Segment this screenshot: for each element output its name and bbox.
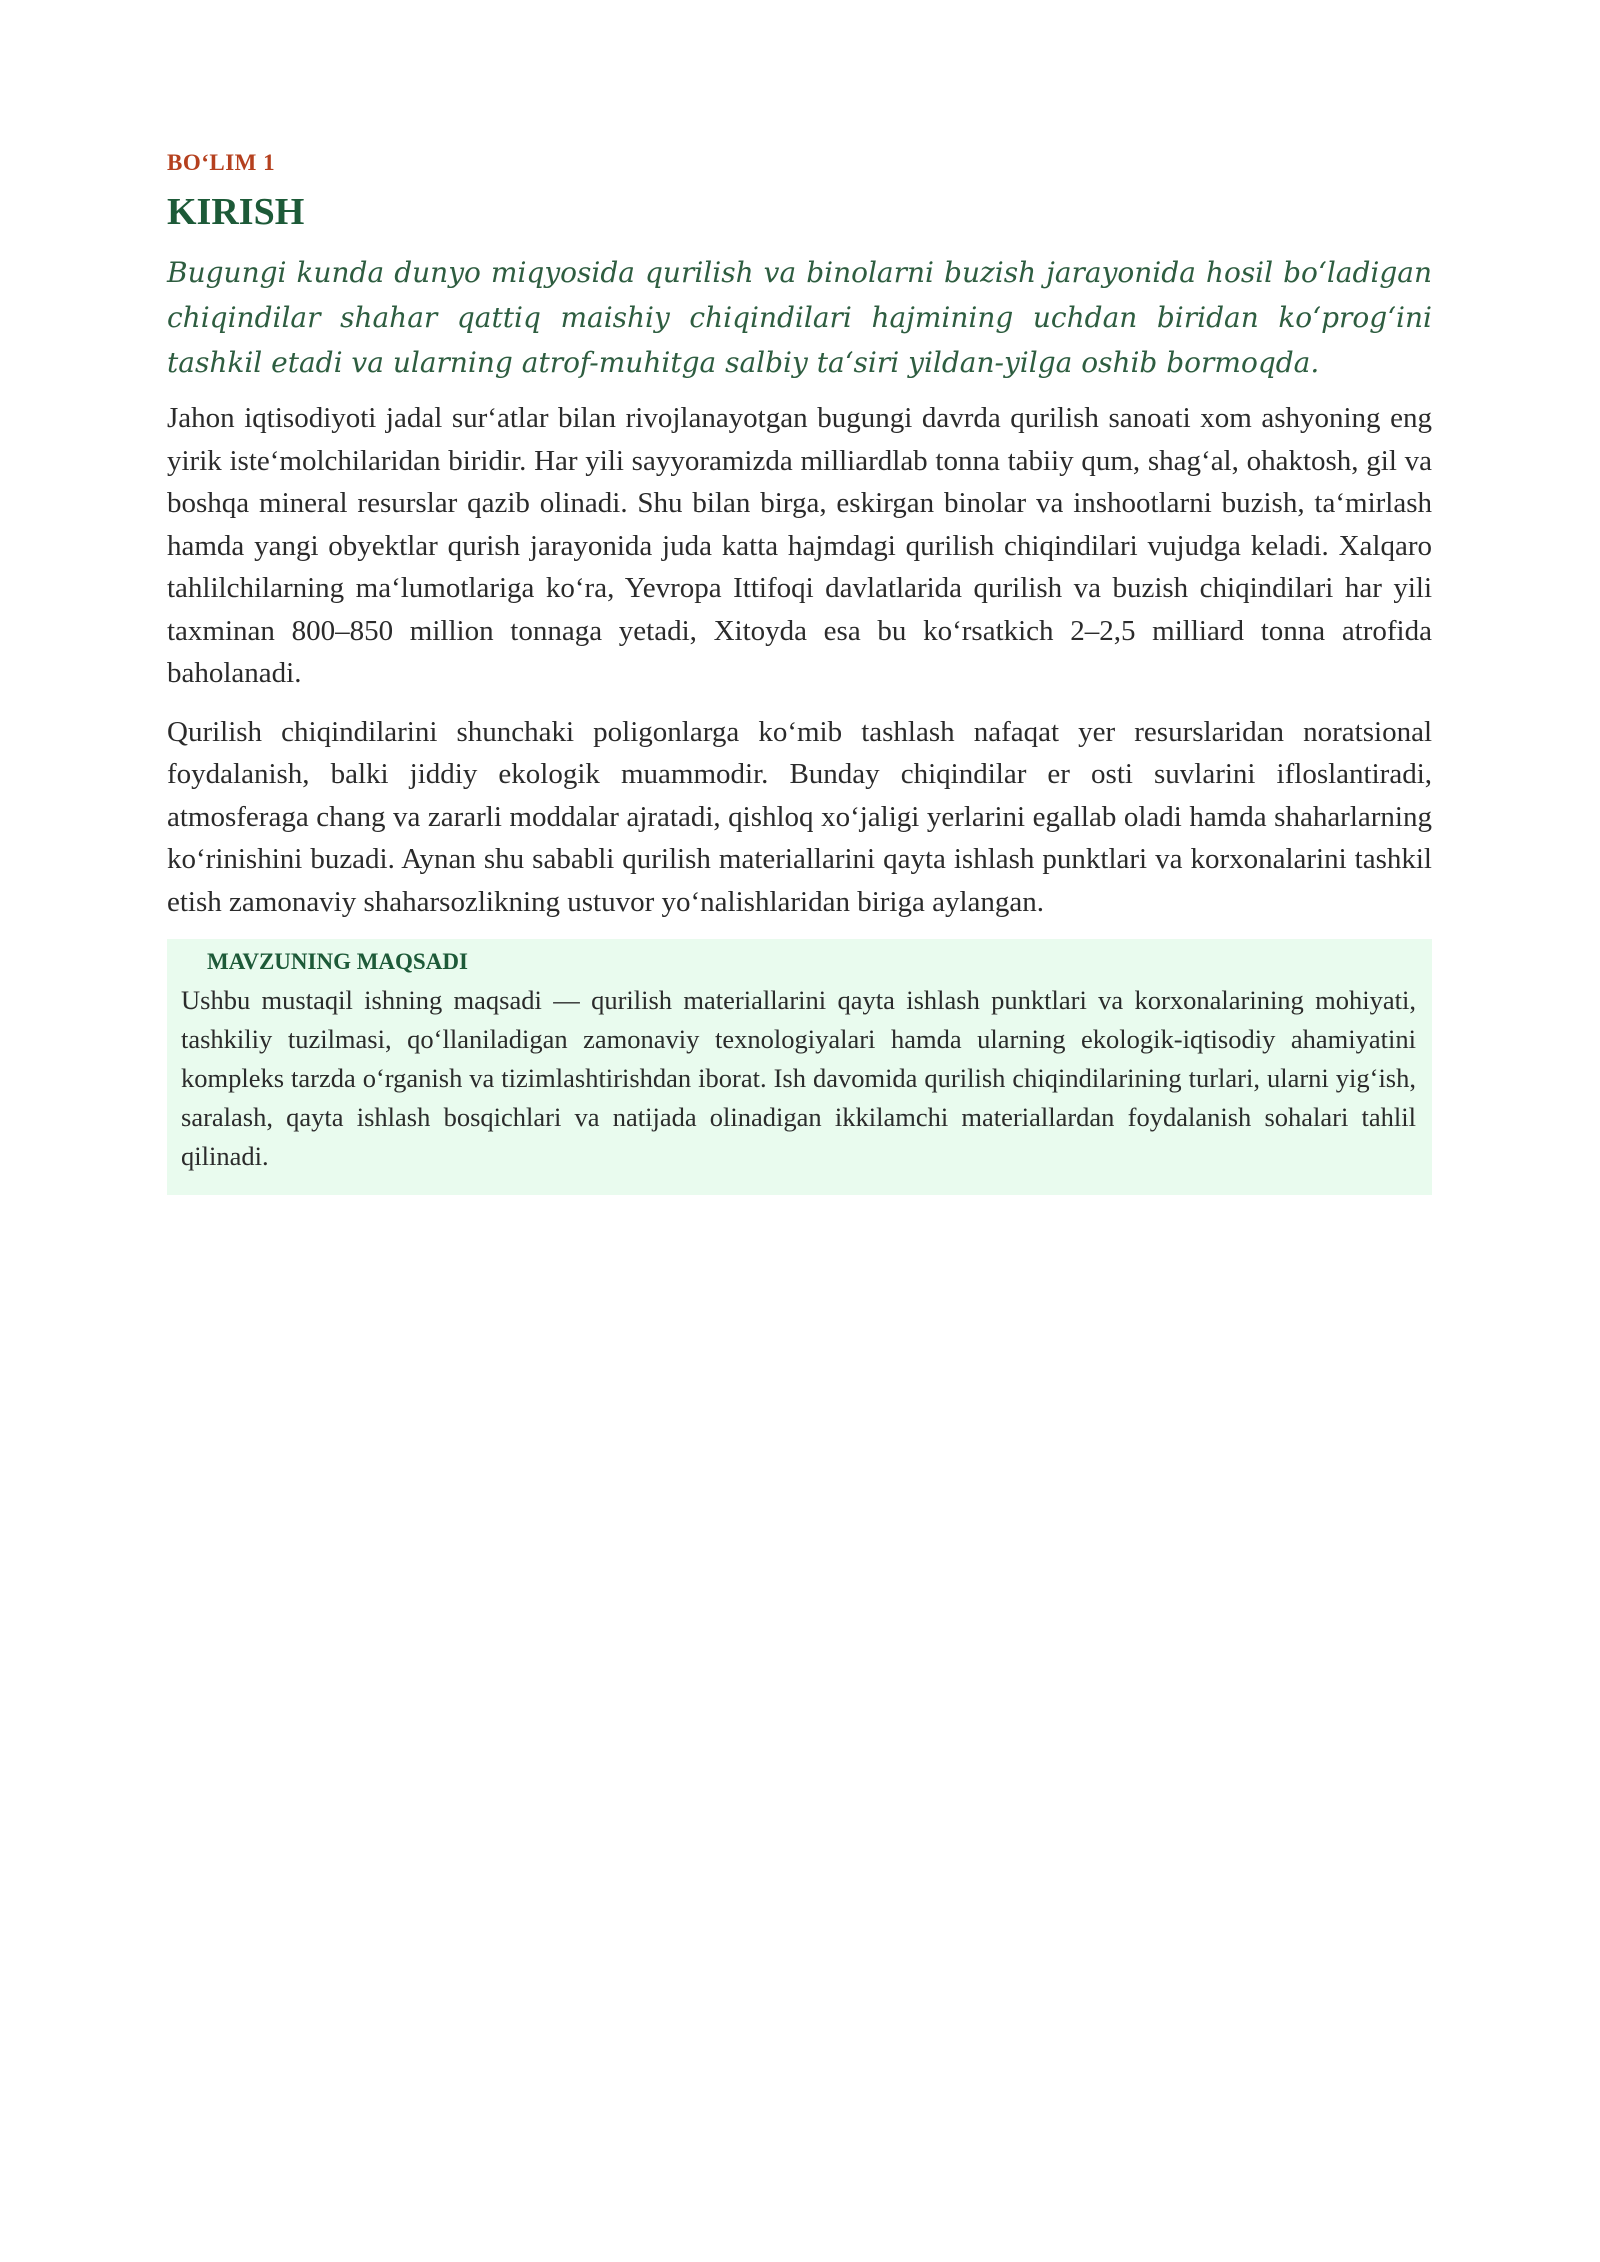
document-page xyxy=(167,148,1432,1195)
aim-text: Ushbu mustaqil ishning maqsadi — qurilish materiallarini qayta ishlash punktlari va korxonalarining mohiyati, tashkiliy tuzilmasi, qo‘llaniladigan zamonaviy texnologiyalari hamda ularning ekologik-iqtisodiy ahamiyatini kompleks tarzda o‘rganish va tizimlashtirishdan iborat. Ish davomida qurilish chiqindilarining turlari, ularni yig‘ish, saralash, qayta ishlash bosqichlari va natijada olinadigan ikkilamchi materiallardan foydalanish sohalari tahlil qilinadi. xyxy=(181,985,1416,1171)
aim-callout-box xyxy=(167,939,1432,1195)
lead-paragraph: Bugungi kunda dunyo miqyosida qurilish va binolarni buzish jarayonida hosil bo‘ladigan chiqindilar shahar qattiq maishiy chiqindilari hajmining uchdan biridan ko‘prog‘ini tashkil etadi va ularning atrof-muhitga salbiy ta‘siri yildan-yilga oshib bormoqda. xyxy=(167,256,1432,379)
section-label: BO‘LIM 1 xyxy=(167,150,276,175)
chapter-title: KIRISH xyxy=(167,191,305,233)
body-paragraph: Jahon iqtisodiyoti jadal sur‘atlar bilan rivojlanayotgan bugungi davrda qurilish sanoati xom ashyoning eng yirik iste‘molchilaridan biridir. Har yili sayyoramizda milliardlab tonna tabiiy qum, shag‘al, ohaktosh, gil va boshqa mineral resurslar qazib olinadi. Shu bilan birga, eskirgan binolar va inshootlarni buzish, ta‘mirlash hamda yangi obyektlar qurish jarayonida juda katta hajmdagi qurilish chiqindilari vujudga keladi. Xalqaro tahlilchilarning ma‘lumotlariga ko‘ra, Yevropa Ittifoqi davlatlarida qurilish va buzish chiqindilari har yili taxminan 800–850 million tonnaga yetadi, Xitoyda esa bu ko‘rsatkich 2–2,5 milliard tonna atrofida baholanadi. xyxy=(167,402,1432,689)
aim-title: MAVZUNING MAQSADI xyxy=(207,949,468,974)
body-paragraph: Qurilish chiqindilarini shunchaki poligonlarga ko‘mib tashlash nafaqat yer resurslaridan noratsional foydalanish, balki jiddiy ekologik muammodir. Bunday chiqindilar er osti suvlarini ifloslantiradi, atmosferaga chang va zararli moddalar ajratadi, qishloq xo‘jaligi yerlarini egallab oladi hamda shaharlarning ko‘rinishini buzadi. Aynan shu sababli qurilish materiallarini qayta ishlash punktlari va korxonalarini tashkil etish zamonaviy shaharsozlikning ustuvor yo‘nalishlaridan biriga aylangan. xyxy=(167,715,1432,918)
